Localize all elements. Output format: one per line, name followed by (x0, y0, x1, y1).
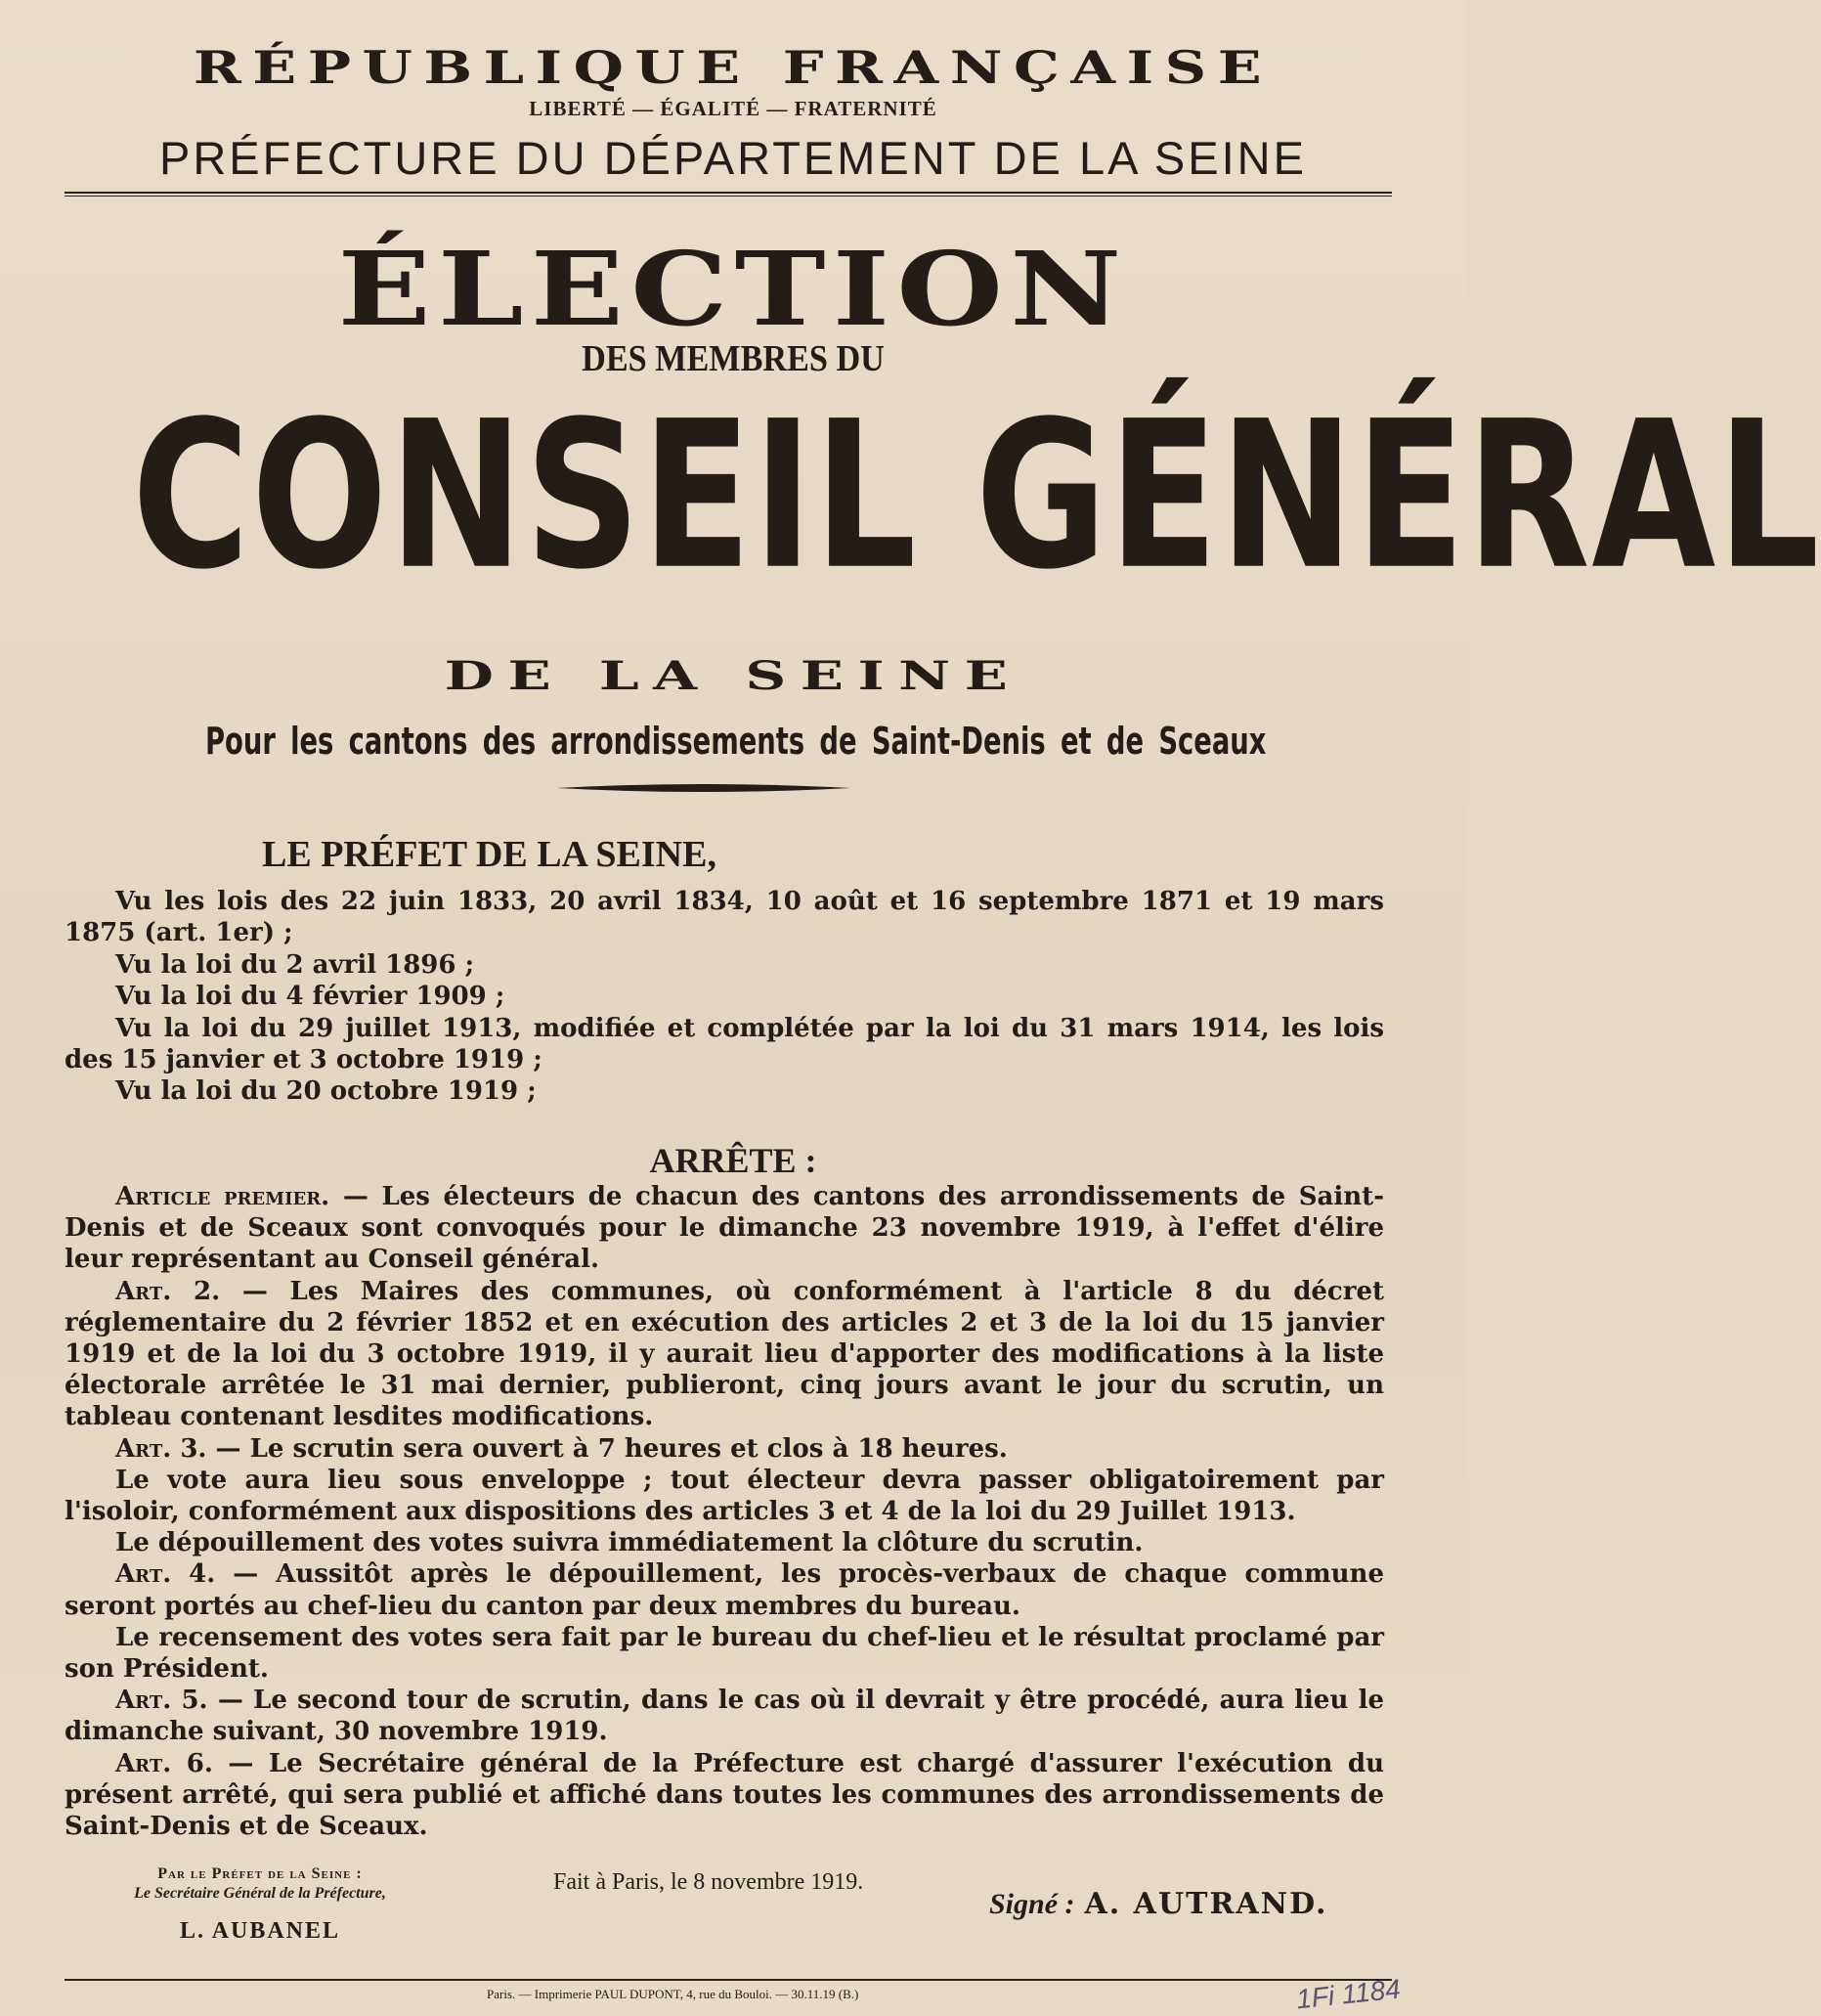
article-text: Le dépouillement des votes suivra immédiatement la clôture du scrutin. (115, 1528, 1144, 1558)
considerant-line: Vu les lois des 22 juin 1833, 20 avril 1834, 10 août et 16 septembre 1871 et 19 mars 1875 (art. 1er) ; (65, 887, 1384, 948)
membres-subtitle: DES MEMBRES DU (582, 338, 885, 379)
ornament-divider (557, 782, 850, 794)
cantons-subtitle: Pour les cantons des arrondissements de Saint-Denis et de Sceaux (205, 720, 1267, 763)
article-paragraph (65, 1433, 1384, 1465)
article-text: — Le second tour de scrutin, dans le cas où il devrait y être procédé, aura lieu le dimanche suivant, 30 novembre 1919. (65, 1686, 1384, 1747)
article-text: — Les électeurs de chacun des cantons des arrondissements de Saint-Denis et de Sceaux sont convoqués pour le dimanche 23 novembre 1919, à l'effet d'élire leur représentant au Conseil général. (65, 1182, 1384, 1275)
election-title: ÉLECTION (337, 229, 1129, 349)
republic-title: RÉPUBLIQUE FRANÇAISE (193, 41, 1274, 94)
considerant-line: Vu la loi du 29 juillet 1913, modifiée et complétée par la loi du 31 mars 1914, les lois des 15 janvier et 3 octobre 1919 ; (65, 1013, 1384, 1075)
article-paragraph (65, 1527, 1384, 1558)
article-paragraph (65, 1748, 1384, 1843)
considerants-block (65, 886, 1384, 1108)
signed-name: A. AUTRAND. (1084, 1887, 1328, 1921)
considerant-line: Vu la loi du 20 octobre 1919 ; (115, 1076, 537, 1107)
article-text: — Aussitôt après le dépouillement, les procès-verbaux de chaque commune seront portés au chef-lieu du canton par deux membres du bureau. (65, 1559, 1384, 1621)
conseil-general-title: CONSEIL GÉNÉRAL (132, 377, 1821, 615)
secretary-name: L. AUBANEL (179, 1918, 341, 1944)
considerant-line: Vu la loi du 4 février 1909 ; (115, 982, 505, 1012)
article-paragraph (65, 1465, 1384, 1527)
de-la-seine-title: DE LA SEINE (444, 653, 1022, 699)
header-rule (65, 192, 1392, 194)
article-text: — Le scrutin sera ouvert à 7 heures et clos à 18 heures. (206, 1433, 1008, 1464)
article-paragraph (65, 1276, 1384, 1433)
article-text: Le vote aura lieu sous enveloppe ; tout électeur devra passer obligatoirement par l'isoloir, conformément aux dispositions des articles 3 et 4 de la loi du 29 Juillet 1913. (65, 1465, 1384, 1527)
date-place: Fait à Paris, le 8 novembre 1919. (553, 1869, 864, 1895)
article-paragraph (65, 1685, 1384, 1747)
motto: LIBERTÉ — ÉGALITÉ — FRATERNITÉ (529, 97, 937, 120)
article-label: Art. 2. (115, 1276, 221, 1306)
secretary-role: Le Secrétaire Général de la Préfecture, (134, 1885, 386, 1902)
printer-imprint: Paris. — Imprimerie PAUL DUPONT, 4, rue du Bouloi. — 30.11.19 (B.) (487, 1987, 859, 2001)
article-text: Le recensement des votes sera fait par le bureau du chef-lieu et le résultat proclamé par son Président. (65, 1622, 1384, 1685)
arrete-heading: ARRÊTE : (649, 1141, 817, 1180)
article-paragraph (65, 1558, 1384, 1621)
articles-block (65, 1181, 1384, 1842)
footer-rule (65, 1979, 1392, 1981)
article-label: Art. 3. (115, 1433, 207, 1464)
prefet-heading: LE PRÉFET DE LA SEINE, (262, 834, 716, 875)
prefet-signature (989, 1887, 1327, 1921)
article-text: — Les Maires des communes, où conformément à l'article 8 du décret réglementaire du 2 février 1852 et en exécution des articles 2 et 3 de la loi du 15 janvier 1919 et de la loi du 3 octobre 1919, il y aurait lieu d'apporter des modifications à la liste électorale arrêtée le 31 mai dernier, publieront, cinq jours avant le jour du scrutin, un tableau contenant lesdites modifications. (65, 1276, 1384, 1432)
considerant-line: Vu la loi du 2 avril 1896 ; (115, 949, 475, 980)
article-text: — Le Secrétaire général de la Préfecture est chargé d'assurer l'exécution du présent arrêté, qui sera publié et affiché dans toutes les communes des arrondissements de Saint-Denis et de Sceaux. (65, 1748, 1384, 1842)
signed-label: Signé : (989, 1888, 1075, 1920)
article-paragraph (65, 1181, 1384, 1276)
article-paragraph (65, 1622, 1384, 1685)
secretary-signature-block (104, 1865, 416, 1945)
prefecture-title: PRÉFECTURE DU DÉPARTEMENT DE LA SEINE (159, 132, 1307, 184)
article-label: Article premier. (115, 1182, 330, 1211)
article-label: Art. 5. (115, 1686, 208, 1716)
article-label: Art. 4. (115, 1559, 216, 1590)
header-rule-thin (65, 196, 1392, 197)
article-label: Art. 6. (115, 1748, 213, 1778)
archive-reference: 1Fi 1184 (1294, 1973, 1403, 2015)
by-prefet-label: Par le Préfet de la Seine : (157, 1865, 363, 1882)
